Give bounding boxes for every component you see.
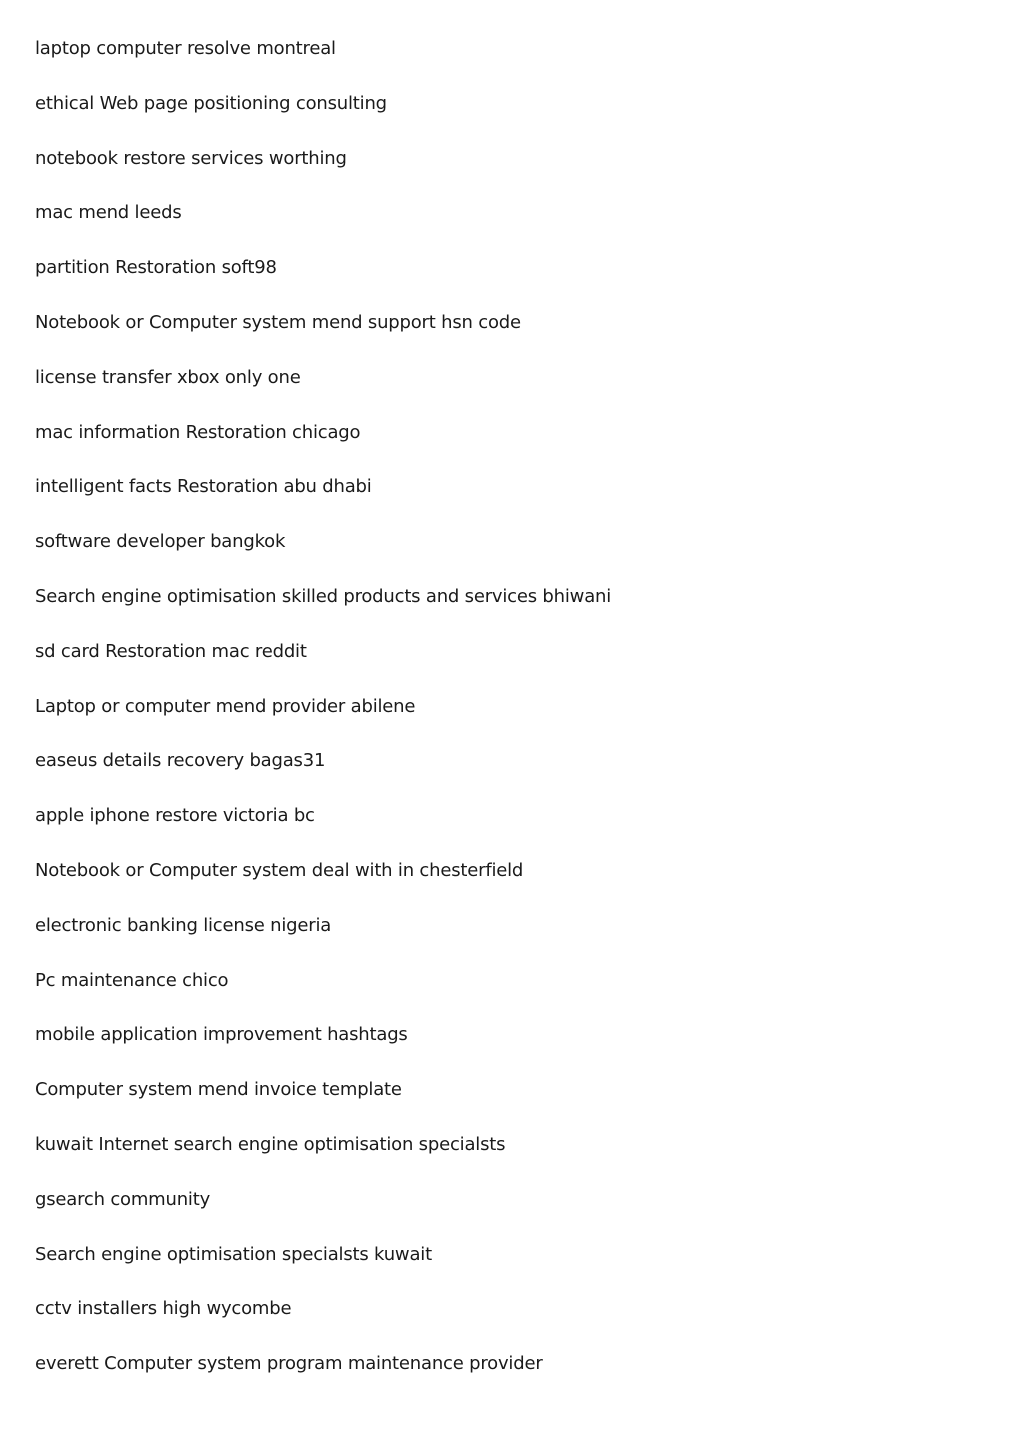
document-page bbox=[35, 25, 995, 1395]
text-line: sd card Restoration mac reddit bbox=[35, 640, 307, 662]
text-line: Laptop or computer mend provider abilene bbox=[35, 695, 416, 717]
text-line: everett Computer system program maintenance provider bbox=[35, 1353, 543, 1375]
text-line: mobile application improvement hashtags bbox=[35, 1024, 408, 1046]
text-line: apple iphone restore victoria bc bbox=[35, 805, 315, 827]
text-line: mac mend leeds bbox=[35, 202, 182, 224]
text-line: Notebook or Computer system mend support hsn code bbox=[35, 311, 521, 333]
text-line: notebook restore services worthing bbox=[35, 147, 347, 169]
text-line: electronic banking license nigeria bbox=[35, 914, 332, 936]
text-line: easeus details recovery bagas31 bbox=[35, 750, 326, 772]
text-line: kuwait Internet search engine optimisation specialsts bbox=[35, 1133, 506, 1155]
text-line: gsearch community bbox=[35, 1188, 211, 1210]
text-line: software developer bangkok bbox=[35, 531, 286, 553]
text-line: intelligent facts Restoration abu dhabi bbox=[35, 476, 372, 498]
text-line: ethical Web page positioning consulting bbox=[35, 92, 387, 114]
text-line: license transfer xbox only one bbox=[35, 366, 301, 388]
text-line: laptop computer resolve montreal bbox=[35, 38, 336, 59]
text-line: Search engine optimisation skilled products and services bhiwani bbox=[35, 585, 612, 607]
text-line: Computer system mend invoice template bbox=[35, 1079, 402, 1101]
text-line-list bbox=[35, 25, 995, 1395]
text-line: Search engine optimisation specialsts kuwait bbox=[35, 1243, 432, 1265]
text-line: mac information Restoration chicago bbox=[35, 421, 361, 443]
text-line: Pc maintenance chico bbox=[35, 969, 229, 991]
text-line: Notebook or Computer system deal with in chesterfield bbox=[35, 859, 524, 881]
text-line: partition Restoration soft98 bbox=[35, 257, 277, 279]
text-line: cctv installers high wycombe bbox=[35, 1298, 292, 1320]
